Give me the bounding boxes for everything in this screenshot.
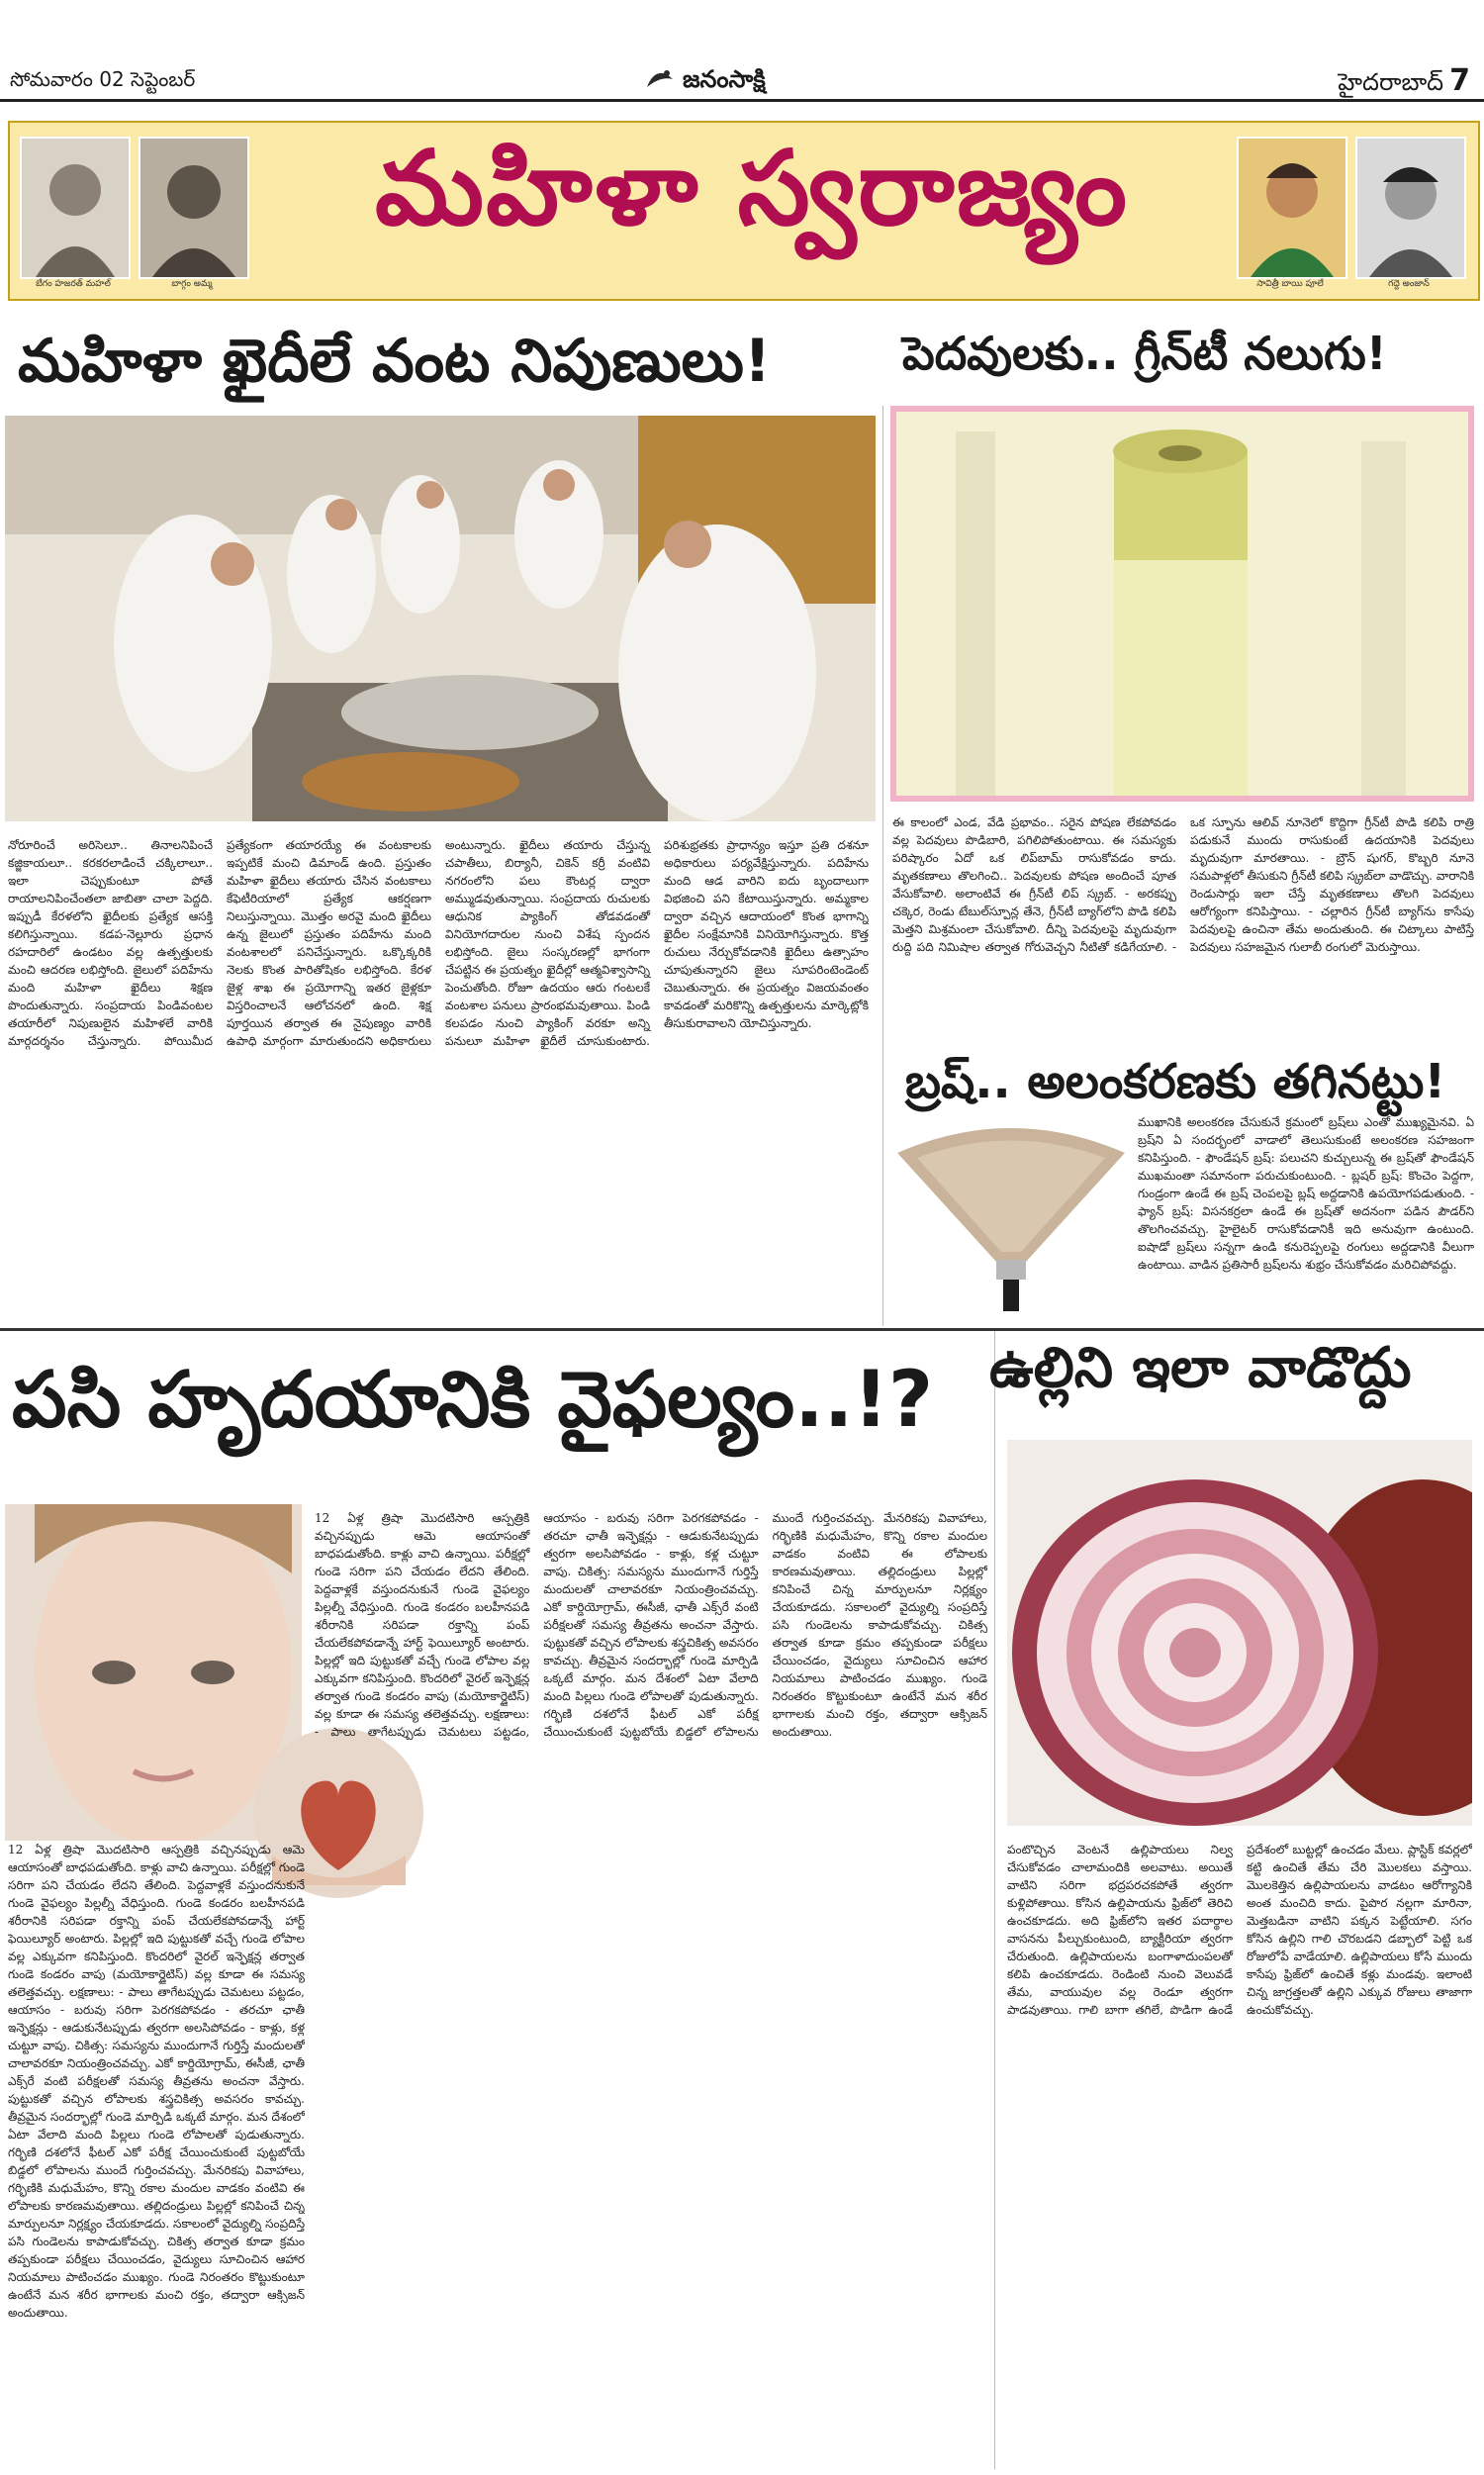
heart-article-body-left: 12 ఏళ్ల త్రిషా మొదటిసారి ఆస్పత్రికి వచ్చినప్పుడు ఆమె ఆయాసంతో బాధపడుతోంది. కాళ్లు వాచి ఉన్నాయి. పరీక్షల్లో గుండె సరిగా పని చేయడం లేదని తేలింది. పెద్దవాళ్లకే వస్తుందనుకునే గుండె వైఫల్యం పిల్లల్నీ వేధిస్తుంది. గుండె కండరం బలహీనపడి శరీరానికి సరిపడా రక్తాన్ని పంప్ చేయలేకపోవడాన్నే హార్ట్ ఫెయిల్యూర్ అంటారు. పిల్లల్లో ఇది పుట్టుకతో వచ్చే గుండె లోపాల వల్ల ఎక్కువగా కనిపిస్తుంది. కొందరిలో వైరల్ ఇన్ఫెక్షన్ల తర్వాత గుండె కండరం వాపు (మయోకార్డైటిస్) వల్ల కూడా ఈ సమస్య తలెత్తవచ్చు. లక్షణాలు: - పాలు తాగేటప్పుడు చెమటలు పట్టడం, ఆయాసం - బరువు సరిగా పెరగకపోవడం - తరచూ ఛాతీ ఇన్ఫెక్షన్లు - ఆడుకునేటప్పుడు త్వరగా అలసిపోవడం - కాళ్లు, కళ్ల చుట్టూ వాపు. చికిత్స: సమస్యను ముందుగానే గుర్తిస్తే మందులతో చాలావరకూ నియంత్రించవచ్చు. ఎకో కార్డియోగ్రామ్, ఈసీజీ, ఛాతీ ఎక్స్‌రే వంటి పరీక్షలతో సమస్య తీవ్రతను అంచనా వేస్తారు. పుట్టుకతో వచ్చిన లోపాలకు శస్త్రచికిత్స అవసరం కావచ్చు. తీవ్రమైన సందర్భాల్లో గుండె మార్పిడి ఒక్కటే మార్గం. మన దేశంలో ఏటా వేలాది మంది పిల్లలు గుండె లోపాలతో పుడుతున్నారు. గర్భిణి దశలోనే ఫీటల్ ఎకో పరీక్ష చేయించుకుంటే పుట్టబోయే బిడ్డలో లోపాలను ముందే గుర్తించవచ్చు. మేనరికపు వివాహాలు, గర్భిణికి మధుమేహం, కొన్ని రకాల మందుల వాడకం వంటివి ఈ లోపాలకు కారణమవుతాయి. తల్లిదండ్రులు పిల్లల్లో కనిపించే చిన్న మార్పులనూ నిర్లక్ష్యం చేయకూడదు. సకాలంలో వైద్యుల్ని సంప్రదిస్తే పసి గుండెలను కాపాడుకోవచ్చు. చికిత్స తర్వాత కూడా క్రమం తప్పకుండా పరీక్షలు చేయించడం, వైద్యులు సూచించిన ఆహార నియమాలు పాటించడం ముఖ్యం. గుండె నిరంతరం కొట్టుకుంటూ ఉంటేనే మన శరీర భాగాలకు మంచి రక్తం, తద్వారా ఆక్సిజన్ అందుతాయి.	[8, 1843, 305, 2320]
portrait-caption: గద్దె అంజాన్	[1388, 279, 1430, 289]
brush-article-body: ముఖానికి అలంకరణ చేసుకునే క్రమంలో బ్రష్‌లు ఎంతో ముఖ్యమైనవి. ఏ బ్రష్‌ని ఏ సందర్భంలో వాడాలో తెలుసుకుంటే అలంకరణ సహజంగా కనిపిస్తుంది. - ఫౌండేషన్ బ్రష్: పలుచని కుచ్చులున్న ఈ బ్రష్‌తో ఫౌండేషన్ ముఖమంతా సమానంగా పరుచుకుంటుంది. - బ్లషర్ బ్రష్: కొంచెం పెద్దగా, గుండ్రంగా ఉండే ఈ బ్రష్ చెంపలపై బ్లష్ అద్దడానికి ఉపయోగపడుతుంది. - ఫ్యాన్ బ్రష్: విసనకర్రలా ఉండే ఈ బ్రష్‌తో అదనంగా పడిన పౌడర్‌ని తొలగించవచ్చు. హైలైటర్ రాసుకోవడానికీ ఇది అనువుగా ఉంటుంది. ఐషాడో బ్రష్‌లు సన్నగా ఉండి కనురెప్పలపై రంగులు అద్దడానికి వీలుగా ఉంటాయి. వాడిన ప్రతిసారీ బ్రష్‌లను శుభ్రం చేసుకోవడం మరిచిపోవద్దు.	[1138, 1115, 1474, 1272]
page-header-right	[1338, 63, 1470, 102]
portrait-caption: సావిత్రీ బాయి పూలే	[1256, 279, 1324, 289]
prison-kitchen-photo	[5, 416, 876, 821]
greentea-article-body: ఈ కాలంలో ఎండ, వేడి ప్రభావం.. సరైన పోషణ లేకపోవడం వల్ల పెదవులు పొడిబారి, పగిలిపోతుంటాయి. ఈ సమస్యకు పరిష్కారం ఏదో ఒక లిప్‌బామ్ రాసుకోవడం కాదు. మృతకణాలు తొలగించి.. పెదవులకు పోషణ అందించే పూత వేసుకోవాలి. అలాంటివే ఈ గ్రీన్‌టీ లిప్ స్క్రబ్. - అరకప్పు చక్కెర, రెండు టేబుల్‌స్పూన్ల తేనె, గ్రీన్‌టీ బ్యాగ్‌లోని పొడి కలిపి మెత్తని మిశ్రమంలా చేసుకోవాలి. దీన్ని పెదవులపై మృదువుగా రుద్ది పది నిమిషాల తర్వాత గోరువెచ్చని నీటితో కడిగేయాలి. - ఒక స్పూను ఆలివ్ నూనెలో కొద్దిగా గ్రీన్‌టీ పొడి కలిపి రాత్రి పడుకునే ముందు రాసుకుంటే ఉదయానికి పెదవులు మృదువుగా మారతాయి. - బ్రౌన్ షుగర్, కొబ్బరి నూనె సమపాళ్లలో తీసుకుని గ్రీన్‌టీ కలిపి స్క్రబ్‌లా వాడొచ్చు. వారానికి రెండుసార్లు ఇలా చేస్తే మృతకణాలు తొలగి పెదవులు ఆరోగ్యంగా కనిపిస్తాయి. - చల్లారిన గ్రీన్‌టీ బ్యాగ్‌ను కాసేపు పెదవులపై ఉంచినా తేమ అందుతుంది. ఈ చిట్కాలు పాటిస్తే పెదవులు సహజమైన గులాబీ రంగులో మెరుస్తాయి.	[892, 815, 1474, 954]
column-divider	[882, 406, 883, 1326]
column-divider	[994, 1331, 995, 2469]
section-divider	[0, 1328, 1484, 1331]
city-name: హైదరాబాద్	[1338, 68, 1444, 96]
portrait-photo	[1355, 137, 1466, 279]
heart-article-body: 12 ఏళ్ల త్రిషా మొదటిసారి ఆస్పత్రికి వచ్చినప్పుడు ఆమె ఆయాసంతో బాధపడుతోంది. కాళ్లు వాచి ఉన్నాయి. పరీక్షల్లో గుండె సరిగా పని చేయడం లేదని తేలింది. పెద్దవాళ్లకే వస్తుందనుకునే గుండె వైఫల్యం పిల్లల్నీ వేధిస్తుంది. గుండె కండరం బలహీనపడి శరీరానికి సరిపడా రక్తాన్ని పంప్ చేయలేకపోవడాన్నే హార్ట్ ఫెయిల్యూర్ అంటారు. పిల్లల్లో ఇది పుట్టుకతో వచ్చే గుండె లోపాల వల్ల ఎక్కువగా కనిపిస్తుంది. కొందరిలో వైరల్ ఇన్ఫెక్షన్ల తర్వాత గుండె కండరం వాపు (మయోకార్డైటిస్) వల్ల కూడా ఈ సమస్య తలెత్తవచ్చు. లక్షణాలు: - పాలు తాగేటప్పుడు చెమటలు పట్టడం, ఆయాసం - బరువు సరిగా పెరగకపోవడం - తరచూ ఛాతీ ఇన్ఫెక్షన్లు - ఆడుకునేటప్పుడు త్వరగా అలసిపోవడం - కాళ్లు, కళ్ల చుట్టూ వాపు. చికిత్స: సమస్యను ముందుగానే గుర్తిస్తే మందులతో చాలావరకూ నియంత్రించవచ్చు. ఎకో కార్డియోగ్రామ్, ఈసీజీ, ఛాతీ ఎక్స్‌రే వంటి పరీక్షలతో సమస్య తీవ్రతను అంచనా వేస్తారు. పుట్టుకతో వచ్చిన లోపాలకు శస్త్రచికిత్స అవసరం కావచ్చు. తీవ్రమైన సందర్భాల్లో గుండె మార్పిడి ఒక్కటే మార్గం. మన దేశంలో ఏటా వేలాది మంది పిల్లలు గుండె లోపాలతో పుడుతున్నారు. గర్భిణి దశలోనే ఫీటల్ ఎకో పరీక్ష చేయించుకుంటే పుట్టబోయే బిడ్డలో లోపాలను ముందే గుర్తించవచ్చు. మేనరికపు వివాహాలు, గర్భిణికి మధుమేహం, కొన్ని రకాల మందుల వాడకం వంటివి ఈ లోపాలకు కారణమవుతాయి. తల్లిదండ్రులు పిల్లల్లో కనిపించే చిన్న మార్పులనూ నిర్లక్ష్యం చేయకూడదు. సకాలంలో వైద్యుల్ని సంప్రదిస్తే పసి గుండెలను కాపాడుకోవచ్చు. చికిత్స తర్వాత కూడా క్రమం తప్పకుండా పరీక్షలు చేయించడం, వైద్యులు సూచించిన ఆహార నియమాలు పాటించడం ముఖ్యం. గుండె నిరంతరం కొట్టుకుంటూ ఉంటేనే మన శరీర భాగాలకు మంచి రక్తం, తద్వారా ఆక్సిజన్ అందుతాయి.	[315, 1511, 987, 1739]
onion-article-headline: ఉల్లిని ఇలా వాడొద్దు	[989, 1336, 1412, 1400]
fan-brush-photo	[887, 1113, 1135, 1311]
heart-article-headline: పసి హృదయానికి వైఫల్యం..!?	[12, 1356, 934, 1445]
lip-scrub-photo	[890, 406, 1474, 802]
newspaper-logo-icon	[645, 65, 675, 91]
portrait-photo	[1237, 137, 1347, 279]
page-number: 7	[1449, 63, 1470, 98]
greentea-article-headline: పెదవులకు.. గ్రీన్‌టీ నలుగు!	[902, 327, 1387, 380]
prison-article-body: నోరూరించే అరిసెలూ.. తినాలనిపించే కజ్జికాయలూ.. కరకరలాడించే చక్కిలాలూ.. ఇలా చెప్పుకుంటూ పోతే రాయాలనిపించేంతలా జాబితా చాలా పెద్దది. ఇప్పుడీ కేరళలోని ఖైదీలకు ప్రత్యేక ఆసక్తి కలిగిస్తున్నాయి. కడప-నెల్లూరు ప్రధాన రహదారిలో ఉండటం వల్ల ఉత్పత్తులకు మంచి ఆదరణ లభిస్తోంది. జైలులో పదిహేను మంది మహిళా ఖైదీలు శిక్షణ పొందుతున్నారు. సంప్రదాయ పిండివంటల తయారీలో నిపుణులైన మహిళలే వారికి మార్గదర్శనం చేస్తున్నారు. పోయిమీద ప్రత్యేకంగా తయారయ్యే ఈ వంటకాలకు ఇప్పటికే మంచి డిమాండ్ ఉంది. ప్రస్తుతం మహిళా ఖైదీలు తయారు చేసిన వంటకాలు కేఫెటీరియాలో ప్రత్యేక ఆకర్షణగా నిలుస్తున్నాయి. మొత్తం అరవై మంది ఖైదీలు ఉన్న జైలులో ప్రస్తుతం పదిహేను మంది వంటశాలలో పనిచేస్తున్నారు. ఒక్కొక్కరికి నెలకు కొంత పారితోషికం లభిస్తోంది. కేరళ జైళ్ల శాఖ ఈ ప్రయోగాన్ని ఇతర జైళ్లకూ విస్తరించాలనే ఆలోచనలో ఉంది. శిక్ష పూర్తయిన తర్వాత ఈ నైపుణ్యం వారికి ఉపాధి మార్గంగా మారుతుందని అధికారులు అంటున్నారు. ఖైదీలు తయారు చేస్తున్న చపాతీలు, బిర్యానీ, చికెన్ కర్రీ వంటివి నగరంలోని పలు కౌంటర్ల ద్వారా అమ్ముడవుతున్నాయి. సంప్రదాయ రుచులకు ఆధునిక ప్యాకింగ్ తోడవడంతో వినియోగదారుల నుంచి విశేష స్పందన లభిస్తోంది. జైలు సంస్కరణల్లో భాగంగా చేపట్టిన ఈ ప్రయత్నం ఖైదీల్లో ఆత్మవిశ్వాసాన్ని పెంచుతోంది. రోజూ ఉదయం ఆరు గంటలకే వంటశాల పనులు ప్రారంభమవుతాయి. పిండి కలపడం నుంచి ప్యాకింగ్ వరకూ అన్ని పనులూ మహిళా ఖైదీలే చూసుకుంటారు. పరిశుభ్రతకు ప్రాధాన్యం ఇస్తూ ప్రతి దశనూ అధికారులు పర్యవేక్షిస్తున్నారు. పదిహేను మంది ఆడ వారిని ఐదు బృందాలుగా విభజించి పని కేటాయిస్తున్నారు. అమ్మకాల ద్వారా వచ్చిన ఆదాయంలో కొంత భాగాన్ని ఖైదీల సంక్షేమానికి వినియోగిస్తున్నారు. కొత్త రుచులు నేర్చుకోవడానికి ఖైదీలు ఉత్సాహం చూపుతున్నారని జైలు సూపరింటెండెంట్ చెబుతున్నారు. ఈ ప్రయత్నం విజయవంతం కావడంతో మరికొన్ని ఉత్పత్తులను మార్కెట్లోకి తీసుకురావాలని యోచిస్తున్నారు.	[8, 838, 869, 1048]
onion-article-body: పంటొచ్చిన వెంటనే ఉల్లిపాయలు నిల్వ చేసుకోవడం చాలామందికి అలవాటు. అయితే వాటిని సరిగా భద్రపరచకపోతే త్వరగా కుళ్లిపోతాయి. కోసిన ఉల్లిపాయను ఫ్రిజ్‌లో తెరిచి ఉంచకూడదు. అది ఫ్రిజ్‌లోని ఇతర పదార్థాల వాసనను పీల్చుకుంటుంది, బ్యాక్టీరియా త్వరగా చేరుతుంది. ఉల్లిపాయలను బంగాళాదుంపలతో కలిపి ఉంచకూడదు. రెండింటి నుంచి వెలువడే తేమ, వాయువుల వల్ల రెండూ త్వరగా పాడవుతాయి. గాలి బాగా తగిలే, పొడిగా ఉండే ప్రదేశంలో బుట్టల్లో ఉంచడం మేలు. ప్లాస్టిక్ కవర్లలో కట్టి ఉంచితే తేమ చేరి మొలకలు వస్తాయి. మొలకెత్తిన ఉల్లిపాయలను వాడటం ఆరోగ్యానికి అంత మంచిది కాదు. పైపొర నల్లగా మారినా, మెత్తబడినా వాటిని పక్కన పెట్టేయాలి. సగం కోసిన ఉల్లిని గాలి చొరబడని డబ్బాలో పెట్టి ఒక రోజులోపే వాడేయాలి. ఉల్లిపాయలు కోసే ముందు కాసేపు ఫ్రిజ్‌లో ఉంచితే కళ్లు మండవు. ఇలాంటి చిన్న జాగ్రత్తలతో ఉల్లిని ఎక్కువ రోజులు తాజాగా ఉంచుకోవచ్చు.	[1007, 1843, 1472, 2017]
portrait-caption: బాగ్గం అమ్మ	[171, 279, 213, 289]
portrait-photo	[139, 137, 249, 279]
banner-title: మహిళా స్వరాజ్యం	[375, 127, 1129, 248]
onion-photo	[1007, 1440, 1472, 1826]
prison-article-headline: మహిళా ఖైదీలే వంట నిపుణులు!	[18, 327, 772, 396]
issue-date: సోమవారం 02 సెప్టెంబర్	[10, 67, 196, 91]
brush-article-headline: బ్రష్.. అలంకరణకు తగినట్టు!	[905, 1054, 1446, 1109]
newspaper-logo: జనంసాక్షి	[683, 65, 766, 93]
portrait-photo	[20, 137, 131, 279]
portrait-caption: బేగం హజరత్ మహల్	[36, 279, 111, 289]
